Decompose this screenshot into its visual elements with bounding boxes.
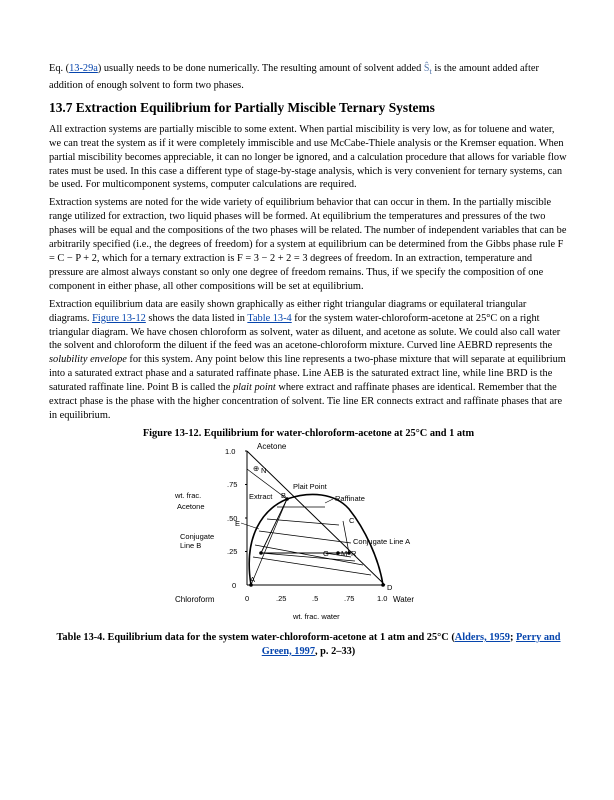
y-tick-label: .25 <box>227 546 238 556</box>
tie-line <box>267 519 339 525</box>
point-A-label: A <box>250 574 256 584</box>
point-N-symbol: ⊕ <box>253 463 260 473</box>
figure-caption: Figure 13-12. Equilibrium for water-chloroform-acetone at 25°C and 1 atm <box>142 427 475 439</box>
page-content <box>49 62 568 659</box>
ternary-diagram-figure <box>49 441 568 631</box>
y-axis-label-2: Acetone <box>177 501 205 511</box>
x-tick-label: .75 <box>344 593 355 603</box>
ternary-diagram <box>175 441 445 631</box>
tie-line <box>253 557 371 575</box>
conjugate-line-a-label: Conjugate Line A <box>353 536 411 546</box>
x-tick-label: .5 <box>312 593 319 603</box>
point-D-label: D <box>387 582 393 592</box>
acetone-vertex-label: Acetone <box>257 441 287 451</box>
y-tick-label: 0 <box>232 580 237 590</box>
y-tick-label: 1.0 <box>225 446 236 456</box>
y-tick-label: .50 <box>227 513 238 523</box>
figure-13-12-link[interactable]: Figure 13-12 <box>92 312 146 324</box>
point-B-label: B <box>281 490 287 500</box>
perry-green-1997-link[interactable]: Perry and Green, 1997 <box>261 631 561 657</box>
conjugate-line-b-label-1: Conjugate <box>180 531 215 541</box>
solvent-symbol: $Ŝ_t$ <box>423 63 432 76</box>
paragraph-triangular-diagrams: Extraction equilibrium data are easily shown graphically as either right triangular diagrams or equilateral triangular diagrams. Figure 13-12 shows the data listed in Table 13-4 for the system water-chloroform-acetone at 25°C on a right triangular diagram. We have chosen chloroform as solvent, water as diluent, and acetone as solute. We could also call water the solvent and chloroform the diluent if the feed was an acetone-chloroform mixture. Curved line AEBRD represents the solubility envelope for this system. Any point below this line represents a two-phase mixture that will separate at equilibrium into a saturated extract phase and a saturated raffinate phase. Line AEB is the saturated extract line, while line BRD is the saturated raffinate line. Point B is called the plait point where extract and raffinate phases are identical. Remember that the extract phase is the phase with the higher concentration of solvent. Tie line ER connects extract and raffinate phases that are in equilibrium. <box>49 298 566 421</box>
alders-1959-link[interactable]: Alders, 1959 <box>454 631 510 643</box>
water-label: Water <box>393 594 415 604</box>
chloroform-label: Chloroform <box>175 594 215 604</box>
plait-point-label: Plait Point <box>293 481 327 491</box>
table-13-4-link[interactable]: Table 13-4 <box>247 312 292 324</box>
x-tick-label: 0 <box>245 593 250 603</box>
line-A-B <box>251 499 287 585</box>
x-tick-label: .25 <box>276 593 287 603</box>
point-M-label: M <box>341 548 348 558</box>
eq-13-29a-link[interactable]: 13-29a <box>69 63 98 74</box>
paragraph-equilibrium-behavior: Extraction systems are noted for the wide variety of equilibrium behavior that can occur in them. In the partially miscible range utilized for extraction, two liquid phases will be formed. At equilibrium the temperatures and pressures of the two phases will be equal and the compositions of the two phases will be related. The number of independent variables that can be arbitrarily specified (i.e., the degrees of freedom) for a system at equilibrium can be determined from the Gibbs phase rule F = C − P + 2, which for a ternary extraction is F = 3 − 2 + 2 = 3 degrees of freedom. In an extraction, temperature and pressure are almost always constant so only one degree of freedom remains. Thus, if we specify the composition of one component in either phase, all other compositions will be set at equilibrium. <box>49 197 567 292</box>
point-C-label: C <box>349 515 355 525</box>
point-M-marker <box>336 551 340 555</box>
paragraph-partial-miscibility: All extraction systems are partially miscible to some extent. When partial miscibility is very low, as for toluene and water, we can treat the system as if it were completely immiscible and use McCabe-Thiele analysis or the Kremser equation. When partial miscibility becomes appreciable, it can no longer be ignored, and a calculation procedure that allows for variable flow rates must be used. In this case a different type of stage-by-stage analysis, which is very convenient for ternary systems, can be used. For multicomponent systems, computer calculations are required. <box>49 123 567 191</box>
point-N-label: N <box>261 465 267 475</box>
raffinate-label: Raffinate <box>335 493 365 503</box>
intro-paragraph: Eq. (13-29a) usually needs to be done numerically. The resulting amount of solvent added $Ŝ_t$ is the amount added after addition of enough solvent to form two phases. <box>49 63 539 91</box>
extract-label: Extract <box>249 491 273 501</box>
x-tick-label: 1.0 <box>377 593 388 603</box>
hypotenuse <box>247 451 385 585</box>
y-axis-label-1: wt. frac. <box>175 490 202 500</box>
point-G-label: G <box>323 548 329 558</box>
point-R-label: R <box>351 548 357 558</box>
x-axis-label: wt. frac. water <box>293 611 340 621</box>
point-E-marker <box>259 551 263 555</box>
conjugate-line-b-label-2: Line B <box>180 540 202 550</box>
point-D-marker <box>381 583 385 587</box>
y-tick-label: .75 <box>227 479 238 489</box>
table-caption: Table 13-4. Equilibrium data for the system water-chloroform-acetone at 1 atm and 25°C (Alders, 1959; Perry and Green, 1997, p. 2–33) <box>56 631 561 657</box>
section-heading: 13.7 Extraction Equilibrium for Partially Miscible Ternary Systems <box>49 99 435 115</box>
point-E-label: E <box>235 518 241 528</box>
